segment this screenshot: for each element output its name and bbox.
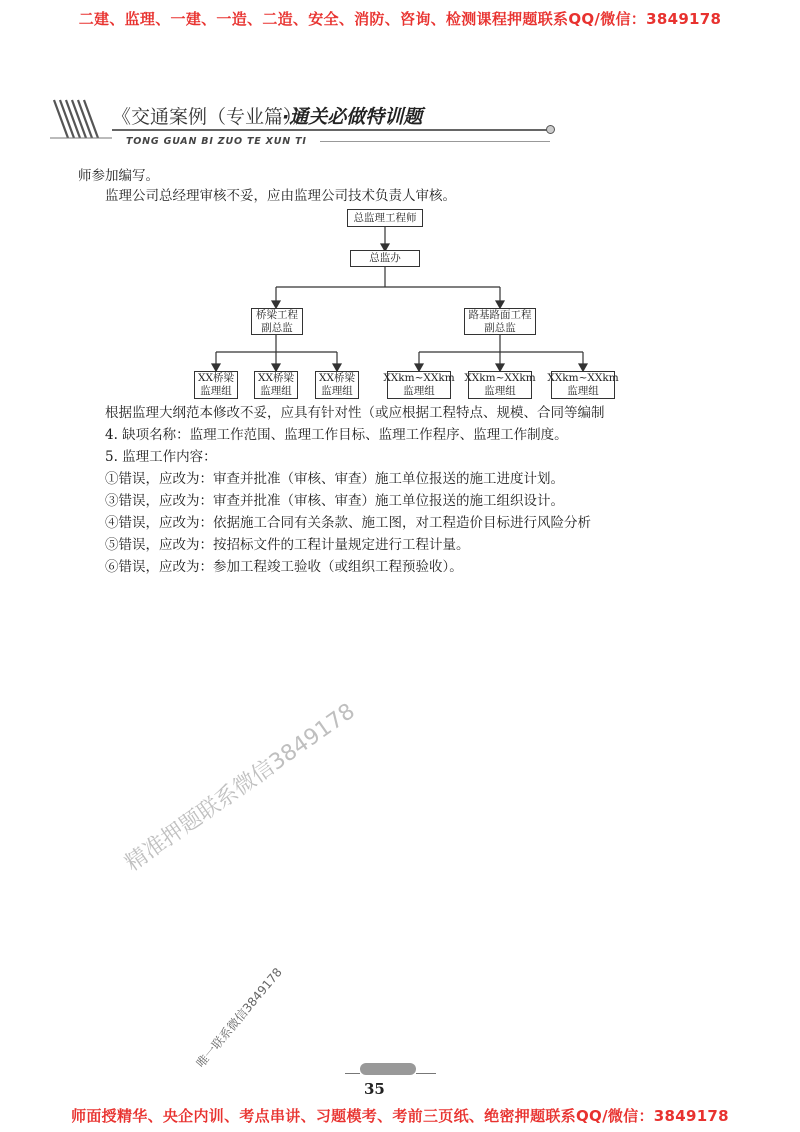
bridge-group-1-line-2: 监理组 [200,385,232,397]
text-line-9: ⑤错误，应改为：按招标文件的工程计量规定进行工程计量。 [105,537,470,553]
deputy-road-line-1: 路基路面工程 [468,308,532,321]
road-group-2-line-2: 监理组 [484,385,516,397]
bridge-group-3-line-1: XX桥梁 [319,372,355,384]
text-line-8: ④错误，应改为：依据施工合同有关条款、施工图，对工程造价目标进行风险分析 [105,515,591,531]
deputy-bridge-line-2: 副总监 [261,321,293,334]
org-box-bridge-group-1 [194,371,238,399]
header-dot-icon [546,125,555,134]
org-box-bridge-group-3 [315,371,359,399]
bridge-group-2-line-2: 监理组 [260,385,292,397]
org-root-label: 总监理工程师 [353,211,417,224]
bridge-group-2-line-1: XX桥梁 [258,372,294,384]
org-box-road-group-3 [547,371,619,399]
text-line-5: 5. 监理工作内容： [105,449,217,465]
org-box-deputy-bridge [251,308,303,335]
text-line-2: 监理公司总经理审核不妥，应由监理公司技术负责人审核。 [105,188,456,204]
header-rule-secondary [320,141,550,142]
page-deco-line-right [416,1073,436,1074]
road-group-3-line-2: 监理组 [567,385,599,397]
text-line-7: ③错误，应改为：审查并批准（审核、审查）施工单位报送的施工组织设计。 [105,493,564,509]
page-number: 35 [364,1080,385,1098]
watermark-main: 精准押题联系微信3849178 [120,698,360,877]
header-rule [112,129,550,131]
watermark-small: 唯一联系微信3849178 [193,965,285,1071]
deputy-road-line-2: 副总监 [484,321,516,334]
org-box-bridge-group-2 [254,371,298,399]
road-group-3-line-1: XXkm~XXkm [547,372,619,384]
road-group-2-line-1: XXkm~XXkm [464,372,536,384]
header-stripes-icon [50,98,112,148]
org-office-label: 总监办 [369,252,401,264]
org-box-office [350,250,420,267]
bottom-ad-banner: 师面授精华、央企内训、考点串讲、习题模考、考前三页纸、绝密押题联系QQ/微信：3849178 [71,1107,729,1125]
text-line-1: 师参加编写。 [78,168,159,184]
page-header [50,98,560,158]
road-group-1-line-2: 监理组 [403,385,435,397]
org-box-road-group-2 [464,371,536,399]
bridge-group-3-line-2: 监理组 [321,385,353,397]
org-box-deputy-road [464,308,536,335]
text-line-10: ⑥错误，应改为：参加工程竣工验收（或组织工程预验收）。 [105,559,463,575]
deputy-bridge-line-1: 桥梁工程 [256,308,298,321]
header-title: 《交通案例（专业篇）》 [112,106,312,128]
top-ad-banner: 二建、监理、一建、一造、二造、安全、消防、咨询、检测课程押题联系QQ/微信：3849178 [78,10,722,28]
org-box-chief-supervisor [347,209,423,227]
header-subtitle: ·通关必做特训题 [282,106,423,128]
page-deco-pill [360,1063,416,1075]
org-box-road-group-1 [383,371,455,399]
header-latin: TONG GUAN BI ZUO TE XUN TI [126,136,307,147]
text-line-4: 4. 缺项名称：监理工作范围、监理工作目标、监理工作程序、监理工作制度。 [105,427,568,443]
page-deco-line-left [345,1073,360,1074]
text-line-6: ①错误，应改为：审查并批准（审核、审查）施工单位报送的施工进度计划。 [105,471,564,487]
bridge-group-1-line-1: XX桥梁 [198,372,234,384]
text-line-3: 根据监理大纲范本修改不妥，应具有针对性（或应根据工程特点、规模、合同等编制 [105,405,605,421]
road-group-1-line-1: XXkm~XXkm [383,372,455,384]
